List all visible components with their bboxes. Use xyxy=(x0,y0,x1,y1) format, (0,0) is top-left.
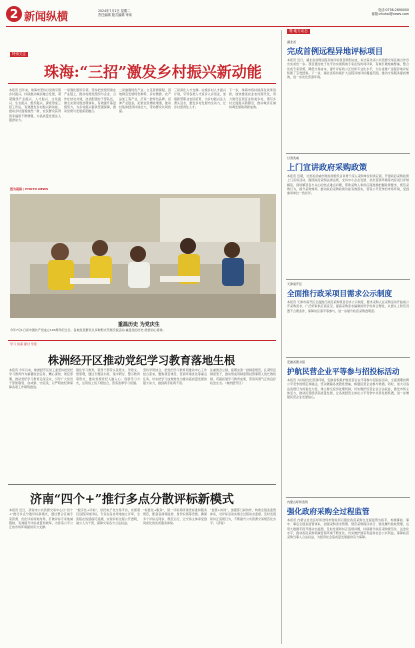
phone-text: 电话:0756-2690000 xyxy=(378,8,409,12)
bottom-headline: 济南“四个+”推行多点分散评标新模式 xyxy=(30,492,234,506)
date-line xyxy=(98,9,168,17)
s1-headline: 完成首例远程异地评标项目 xyxy=(287,47,383,56)
s3-headline: 全面推行政采项目需求公示制度 xyxy=(287,289,392,298)
band-tabs: 学习 纵深 探讨 学报 xyxy=(10,342,37,346)
right-rule-4 xyxy=(286,497,410,498)
bottom-rule xyxy=(8,484,276,485)
lead-col-2: 一是强化组织引领。坚持把党组织建在产业链上，推动村级党组织与企业、合作社结对共建，选优配强村干部队伍，健全完善村级治理体系，有效提升基层组织力，为乡村振兴提供坚强保障，推动党建与发展深度融合。 xyxy=(64,88,116,114)
right-rule-1 xyxy=(286,153,410,154)
column-divider xyxy=(281,30,282,644)
lead-col-3: 二是做强特色产业。立足资源禀赋，因地制宜发展特色种养、乡村旅游、农产品加工等产业，打造一批特色品牌，延伸产业链条，拓宽农民增收渠道，推动村集体经济持续壮大，带动群众共同致富。 xyxy=(119,88,171,114)
right-tag: 观·地方动态 xyxy=(289,29,308,33)
s3-body: 本报讯 天津市南开区全面推行政府采购项目需求公示制度，要求采购人在采购活动开始前公开采购需求，广泛听取供应商意见，提高采购需求编制的科学性和合理性，从源头上防范设置不合理条件，保障供应商平等参与，进一步提升政府采购透明度。 xyxy=(287,300,409,313)
mid-headline: 株洲经开区推动党纪学习教育落地生根 xyxy=(48,354,235,367)
s4-headline: 护航民营企业平等参与招投标活动 xyxy=(287,367,400,376)
page-header xyxy=(6,4,409,27)
mid-col-3: 坚持学用结合，把党纪学习教育同推动中心工作结合起来，聚焦项目建设、营商环境优化等重点任务，切实把学习成效转化为推动高质量发展的强大动力，做到两手抓两不误。 xyxy=(143,368,207,385)
s2-body: 本报讯 近期，甘肃省武威市财政局组织业务骨干深入采购单位和供应商，开展政府采购政策上门宣讲活动，围绕政府采购法律法规、支持中小企业发展、优化营商环境等内容进行详细解读，现场解答各方关心的热点难点问题，帮助采购人和供应商准确把握政策要求，规范采购行为，提升采购效率，推动政府采购政策功能有效落实，营造公平竞争的市场环境，受到参训单位一致好评。 xyxy=(287,174,409,196)
s1-kicker: 湖北省 xyxy=(287,40,297,44)
s1-body: 本报讯 近日，湖北省首例远程异地评标项目顺利完成，标志着该省公共资源交易区域合作迈出实质性一步。项目通过电子化平台实现两地专家在线协同评审，有效打破地域壁垒，整合优质专家资源，降低交易成本，提升评标的公正性和专业化水平，为全省推广远程异地评标积累了宝贵经验。下一步，湖北省将持续扩大远程异地评标覆盖范围，推动交易服务提质增效，进一步优化营商环境。 xyxy=(287,58,409,80)
date-text: 2024年7月2日 星期二 xyxy=(98,9,131,13)
right-rule-2 xyxy=(286,279,410,280)
right-rule-3 xyxy=(286,357,410,358)
mid-col-4: 注重建章立制，梳理完善一批制度规范，扎紧织密制度笼子，推动形成用制度管权管事管人的长效机制，巩固拓展学习教育成果，营造风清气正的良好政治生态。（株洲经开区） xyxy=(210,368,276,385)
lead-col-1: 本报讯 近年来，珠海市坚持以党建引领乡村振兴，持续推动城乡融合发展，紧紧围绕产业振兴、人才振兴、文化振兴、生态振兴、组织振兴，探索形成三招工作法，有效激发乡村振兴新动能，推动乡村面貌焕然一新，农民群众获得感幸福感不断增强，为高质量发展注入强劲动力。 xyxy=(9,88,61,123)
photo-caption: 今年7月1日是中国共产党成立103周年纪念日。各地党员群众以多种形式开展庆祝活动,重温党的历史,感悟初心使命。 xyxy=(10,328,166,332)
s2-kicker: 甘肃武威 xyxy=(287,156,300,160)
s5-body: 本报讯 内蒙古自治区呼和浩特市财政局以强化政府采购全过程监管为抓手，构建事前、事中、事后全链条监管体系，加强采购需求管理、规范采购程序执行、强化履约验收管理，运用大数据手段开展动态监测，及时发现和纠正违规问题，持续提升政府采购规范化、法治化水平，推动政府采购领域营商环境不断优化，切实维护国家利益和社会公共利益，保障政府采购当事人合法权益，为经济社会高质量发展提供有力保障。 xyxy=(287,518,409,540)
lead-col-4: 三是深化人才支撑。实施乡村人才振兴计划，引导各类人才返乡入乡创业，加强新型职业农民培育，为乡村振兴注入源头活水，激发乡村发展内生动力，让乡村留得住人才。 xyxy=(174,88,226,110)
lead-photo xyxy=(10,194,276,318)
bottom-col-4: “监管+协同”，加强部门间协作，构建全链条监管体系，对评标活动实施全过程动态监督，及时发现和纠正违规行为，不断提升公共资源交易规范化水平。（济南） xyxy=(210,508,276,525)
bottom-col-2: “数字化+评标”，依托电子化交易平台，实现项目远程异地评标，专家在各自场地独立评审，全流程在线留痕可追溯，实现评标过程公开透明，减少人为干预，保障交易各方合法权益。 xyxy=(76,508,140,525)
photo-label: 图为视频 | PHOTO NEWS xyxy=(10,187,49,191)
email-text: 邮箱:zhuhai@news.com xyxy=(371,12,409,16)
s4-body: 本报讯 为持续优化营商环境，安徽省积极护航民营企业平等参与招投标活动，全面清理妨碍公平竞争的规定和做法，坚决破除各类隐性壁垒，畅通民营企业参与渠道。同时，加大对违法违规行为的查处力度，建立健全投诉处理机制，切实维护民营企业合法权益，激发市场主体活力，推动民营经济高质量发展，让各类经营主体在公平竞争中共享发展机遇，进一步增强民营企业发展信心。 xyxy=(287,378,409,400)
lead-rule xyxy=(8,83,276,84)
s5-kicker: 内蒙古呼和浩特 xyxy=(287,500,309,504)
photo-caption-title: 重温历史 为党庆生 xyxy=(118,322,160,328)
bottom-col-1: 本报讯 近日，济南市公共资源交易中心以“四个+”推行多点分散评标新模式，通过整合区域专家资源、优化评标场地布局，打破评标专家地域限制，有效提升评标质量和效率，为营造公平公正的市场环境提供有力支撑。 xyxy=(9,508,73,530)
lead-tag: 特别关注 xyxy=(12,52,26,56)
s4-kicker: 安徽省图书馆 xyxy=(287,360,306,364)
section-title: 新闻纵横 xyxy=(24,10,68,23)
meeting-photo-illustration xyxy=(10,194,276,318)
s5-headline: 强化政府采购全过程监管 xyxy=(287,507,370,516)
bottom-col-3: “标准化+服务”，统一评标场所建设标准和服务规范，配备音视频监控、身份识别等设施，确保多个评标点同步、规范运行，让交易主体享受到同质化的优质服务体验。 xyxy=(143,508,207,525)
editor-text: 责任编辑 版式编辑 审读 xyxy=(98,13,132,17)
lead-col-5: 下一步，珠海市将持续深化改革创新，加快推进农业农村现代化，努力建设宜居宜业和美乡村，谱写乡村全面振兴新篇章，推动城乡区域协调发展取得新成效。 xyxy=(229,88,276,110)
s3-kicker: 天津南开区 xyxy=(287,282,303,286)
header-info xyxy=(319,8,409,16)
mid-col-2: 强化学习教育，领导干部带头读原文、学原文、悟原理，通过专题读书班、集中研讨、警示教育等形式，推动党规党纪入脑入心；创新学习方式，运用线上线下相结合，营造浓厚学习氛围。 xyxy=(76,368,140,385)
mid-col-1: 本报讯 今年以来，株洲经开区党工委坚持把党纪学习教育作为重要政治任务，精心谋划、周密部署，推动党纪学习教育走深走实，引导广大党员干部知敬畏、存戒惧、守底线，以严明的纪律保障各项工作顺利推进。 xyxy=(9,368,73,390)
band-rule xyxy=(8,340,276,341)
page-number-badge: 2 xyxy=(6,6,22,22)
s2-headline: 上门宣讲政府采购政策 xyxy=(287,163,367,172)
lead-headline: 珠海:“三招”激发乡村振兴新动能 xyxy=(44,63,262,81)
